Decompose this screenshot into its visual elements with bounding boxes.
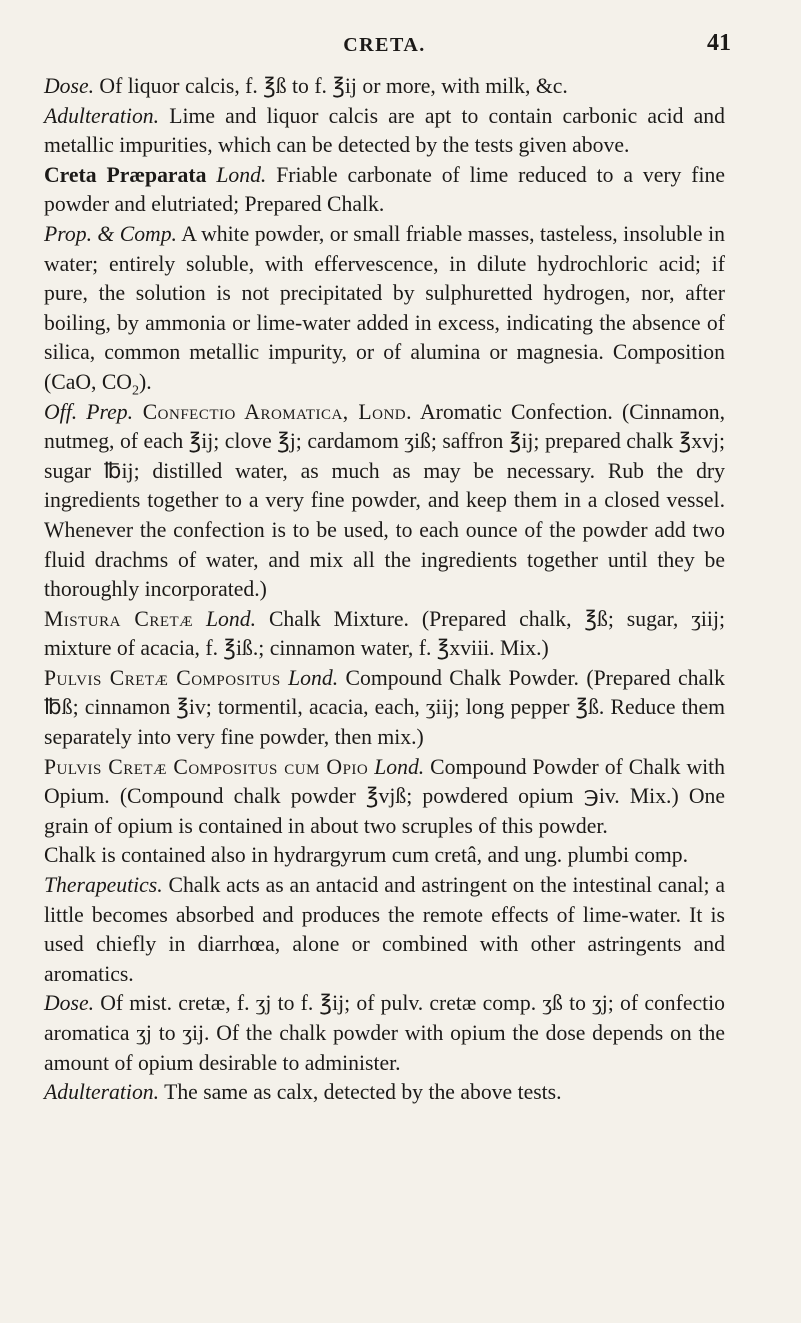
paragraph-chalk-contained bbox=[44, 841, 725, 871]
paragraph-text: Compound Chalk Powder. (Prepared chalk ℔ß; cinnamon ℥iv; tormentil, acacia, each, ʒiij; long pepper ℥ß. Reduce them separately into very fine powder, then mix.) bbox=[44, 665, 725, 750]
paragraph-adulteration-lime bbox=[44, 102, 725, 161]
paragraph-text: A white powder, or small friable masses, tasteless, insoluble in water; entirely soluble, with effervescence, in dilute hydrochloric acid; if pure, the solution is not precipitated by sulphuretted hydrogen, nor, after boiling, by ammonia or lime-water added in excess, indicating the absence of silica, common metallic impurity, or of alumina or magnesia. Composition (CaO, CO bbox=[44, 221, 725, 394]
paragraph-text: Friable carbonate of lime reduced to a very fine powder and elutriated; Prepared Chalk. bbox=[44, 162, 725, 217]
paragraph-lead: Off. Prep. bbox=[44, 399, 134, 424]
paragraph-pulvis-cretae-opio bbox=[44, 753, 725, 842]
paragraph-creta-praeparata bbox=[44, 161, 725, 220]
running-title: CRETA. bbox=[343, 34, 426, 56]
preparation-name: Confectio Aromatica, Lond. bbox=[133, 399, 413, 424]
paragraph-text: Lime and liquor calcis are apt to contain carbonic acid and metallic impurities, which can be detected by the tests given above. bbox=[44, 103, 725, 158]
subscript: 2 bbox=[131, 382, 139, 399]
body-text bbox=[44, 72, 725, 1108]
preparation-name: Pulvis Cretæ Compositus cum Opio bbox=[44, 754, 369, 779]
paragraph-mistura-cretae bbox=[44, 605, 725, 664]
pharmacopoeia-abbrev: Lond. bbox=[368, 754, 425, 779]
paragraph-text: Chalk Mixture. (Prepared chalk, ℥ß; sugar, ʒiij; mixture of acacia, f. ℥iß.; cinnamon water, f. ℥xviii. Mix.) bbox=[44, 606, 726, 661]
paragraph-tail: ). bbox=[139, 369, 152, 394]
paragraph-lead: Therapeutics. bbox=[44, 873, 163, 898]
paragraph-dose-liquor bbox=[44, 72, 725, 102]
page-number: 41 bbox=[707, 30, 731, 56]
running-head bbox=[44, 30, 731, 64]
paragraph-official-preparations bbox=[44, 398, 725, 605]
paragraph-pulvis-cretae bbox=[44, 664, 725, 753]
paragraph-text: Chalk is contained also in hydrargyrum cum cretâ, and ung. plumbi comp. bbox=[44, 843, 689, 868]
paragraph-text: Chalk acts as an antacid and astringent on the intestinal canal; a little becomes absorbed and produces the remote effects of lime-water. It is used chiefly in diarrhœa, alone or combined with other astringents and aromatics. bbox=[44, 873, 725, 986]
paragraph-text: Compound Powder of Chalk with Opium. (Compound chalk powder ℥vjß; powdered opium ℈iv. Mix.) One grain of opium is contained in about two scruples of this powder. bbox=[44, 754, 726, 838]
entry-heading: Creta Præparata bbox=[44, 162, 207, 187]
paragraph-adulteration-calx bbox=[44, 1078, 725, 1108]
paragraph-lead: Adulteration. bbox=[44, 103, 160, 128]
pharmacopoeia-abbrev: Lond. bbox=[206, 162, 267, 187]
paragraph-dose-chalk bbox=[44, 989, 725, 1078]
paragraph-lead: Adulteration. bbox=[44, 1080, 160, 1105]
paragraph-text: Aromatic Confection. (Cinnamon, nutmeg, of each ℥ij; clove ℥j; cardamom ʒiß; saffron ℥ij; prepared chalk ℥xvj; sugar ℔ij; distilled water, as much as may be necessary. Rub the dry ingredients together to a very fine powder, and keep them in a closed vessel. Whenever the confection is to be used, to each ounce of the powder add two fluid drachms of water, and mix all the ingredients together until they be thoroughly incorporated.) bbox=[44, 399, 725, 602]
paragraph-text: Of liquor calcis, f. ℥ß to f. ℥ij or more, with milk, &c. bbox=[94, 74, 568, 98]
preparation-name: Mistura Cretæ bbox=[44, 606, 194, 631]
paragraph-lead: Dose. bbox=[44, 991, 94, 1016]
paragraph-text: Of mist. cretæ, f. ʒj to f. ℥ij; of pulv. cretæ comp. ʒß to ʒj; of confectio aromatica ʒj to ʒij. Of the chalk powder with opium the dose depends on the amount of opium desirable to administer. bbox=[44, 991, 725, 1075]
pharmacopoeia-abbrev: Lond. bbox=[280, 665, 339, 690]
paragraph-lead: Prop. & Comp. bbox=[44, 221, 177, 246]
paragraph-properties-composition bbox=[44, 220, 725, 398]
pharmacopoeia-abbrev: Lond. bbox=[193, 606, 256, 631]
paragraph-text: The same as calx, detected by the above tests. bbox=[159, 1080, 562, 1105]
paragraph-therapeutics bbox=[44, 871, 725, 989]
paragraph-lead: Dose. bbox=[44, 74, 94, 98]
preparation-name: Pulvis Cretæ Compositus bbox=[44, 665, 281, 690]
